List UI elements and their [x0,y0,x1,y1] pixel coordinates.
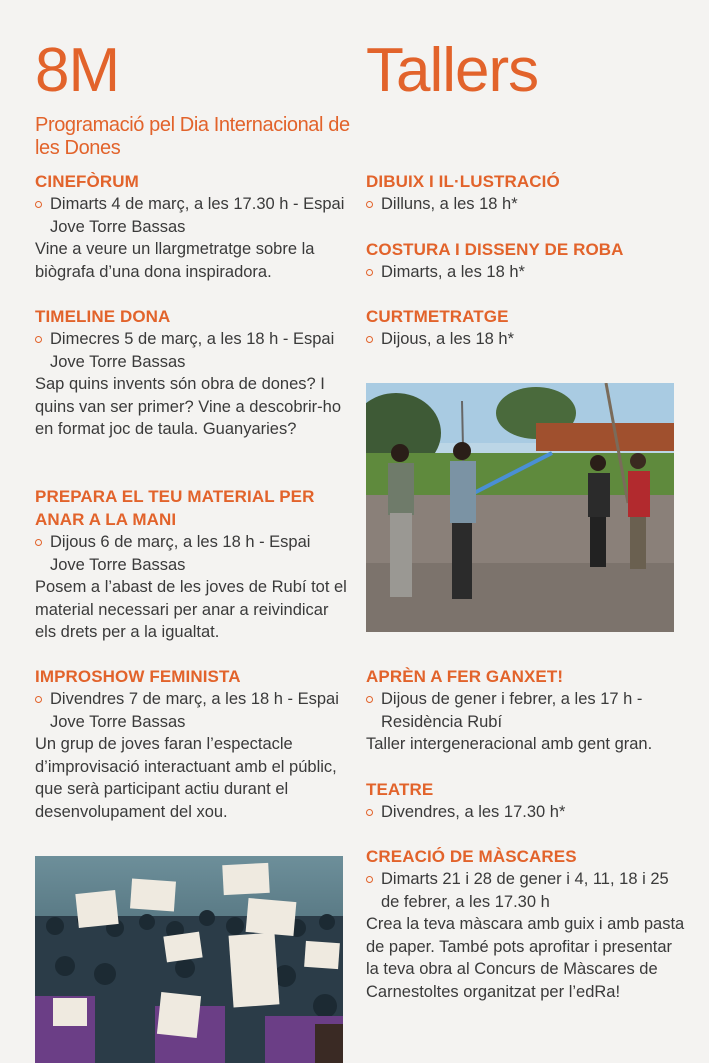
bullet-icon [35,539,42,546]
event-improshow [35,665,347,823]
workshop-dibuix [366,170,686,216]
bullet-icon [35,336,42,343]
workshop-when: Dijous de gener i febrer, a les 17 h - Residència Rubí [366,688,686,733]
workshop-mascares [366,845,686,1003]
workshop-title: COSTURA I DISSENY DE ROBA [366,240,624,259]
workshop-teatre [366,778,686,824]
workshop-title: CURTMETRATGE [366,307,509,326]
event-description: Sap quins invents són obra de dones? I quins van ser primer? Vine a descobrir-ho en format joc de taula. Guanyaries? [35,375,342,438]
workshop-when: Dimarts, a les 18 h* [366,261,686,284]
event-title: TIMELINE DONA [35,307,171,326]
outdoor-workshop-photo [366,383,674,632]
bullet-icon [35,696,42,703]
event-when: Dijous 6 de març, a les 18 h - Espai Jove Torre Bassas [35,531,347,576]
workshop-curtmetratge [366,305,686,351]
bullet-icon [366,876,373,883]
event-title: IMPROSHOW FEMINISTA [35,667,241,686]
event-cineforum [35,170,347,283]
event-title: CINEFÒRUM [35,172,139,191]
page-title-8m: 8M [35,36,120,105]
workshop-description: Crea la teva màscara amb guix i amb pasta de paper. També pots aprofitar i presentar la teva obra al Concurs de Màscares de Carnestoltes organitzat per l’edRa! [366,915,685,1001]
event-when: Dimecres 5 de març, a les 18 h - Espai Jove Torre Bassas [35,328,347,373]
workshop-title: DIBUIX I IL·LUSTRACIÓ [366,172,560,191]
workshop-costura [366,238,686,284]
event-description: Vine a veure un llargmetratge sobre la biògrafa d’una dona inspiradora. [35,240,315,281]
event-when: Dimarts 4 de març, a les 17.30 h - Espai Jove Torre Bassas [35,193,347,238]
event-prepara-material [35,485,347,644]
page-title-tallers: Tallers [366,36,539,105]
workshop-when: Divendres, a les 17.30 h* [366,801,686,824]
workshop-ganxet [366,665,686,756]
bullet-icon [366,696,373,703]
workshop-when: Dijous, a les 18 h* [366,328,686,351]
event-title: PREPARA EL TEU MATERIAL PER ANAR A LA MANI [35,487,315,529]
bullet-icon [35,201,42,208]
workshop-title: TEATRE [366,780,434,799]
bullet-icon [366,336,373,343]
program-subtitle: Programació pel Dia Internacional de les Dones [35,114,350,159]
bullet-icon [366,809,373,816]
bullet-icon [366,269,373,276]
event-when: Divendres 7 de març, a les 18 h - Espai Jove Torre Bassas [35,688,347,733]
workshop-title: CREACIÓ DE MÀSCARES [366,847,577,866]
event-timeline-dona [35,305,347,441]
workshop-when: Dimarts 21 i 28 de gener i 4, 11, 18 i 25 de febrer, a les 17.30 h [366,868,686,913]
workshop-description: Taller intergeneracional amb gent gran. [366,735,653,753]
event-description: Un grup de joves faran l’espectacle d’improvisació interactuant amb el públic, que serà participant actiu durant el desenvolupament del xou. [35,735,337,821]
workshop-when: Dilluns, a les 18 h* [366,193,686,216]
march-crowd-photo [35,856,343,1063]
bullet-icon [366,201,373,208]
event-description: Posem a l’abast de les joves de Rubí tot el material necessari per anar a reivindicar els drets per a la igualtat. [35,578,347,641]
workshop-title: APRÈN A FER GANXET! [366,667,564,686]
